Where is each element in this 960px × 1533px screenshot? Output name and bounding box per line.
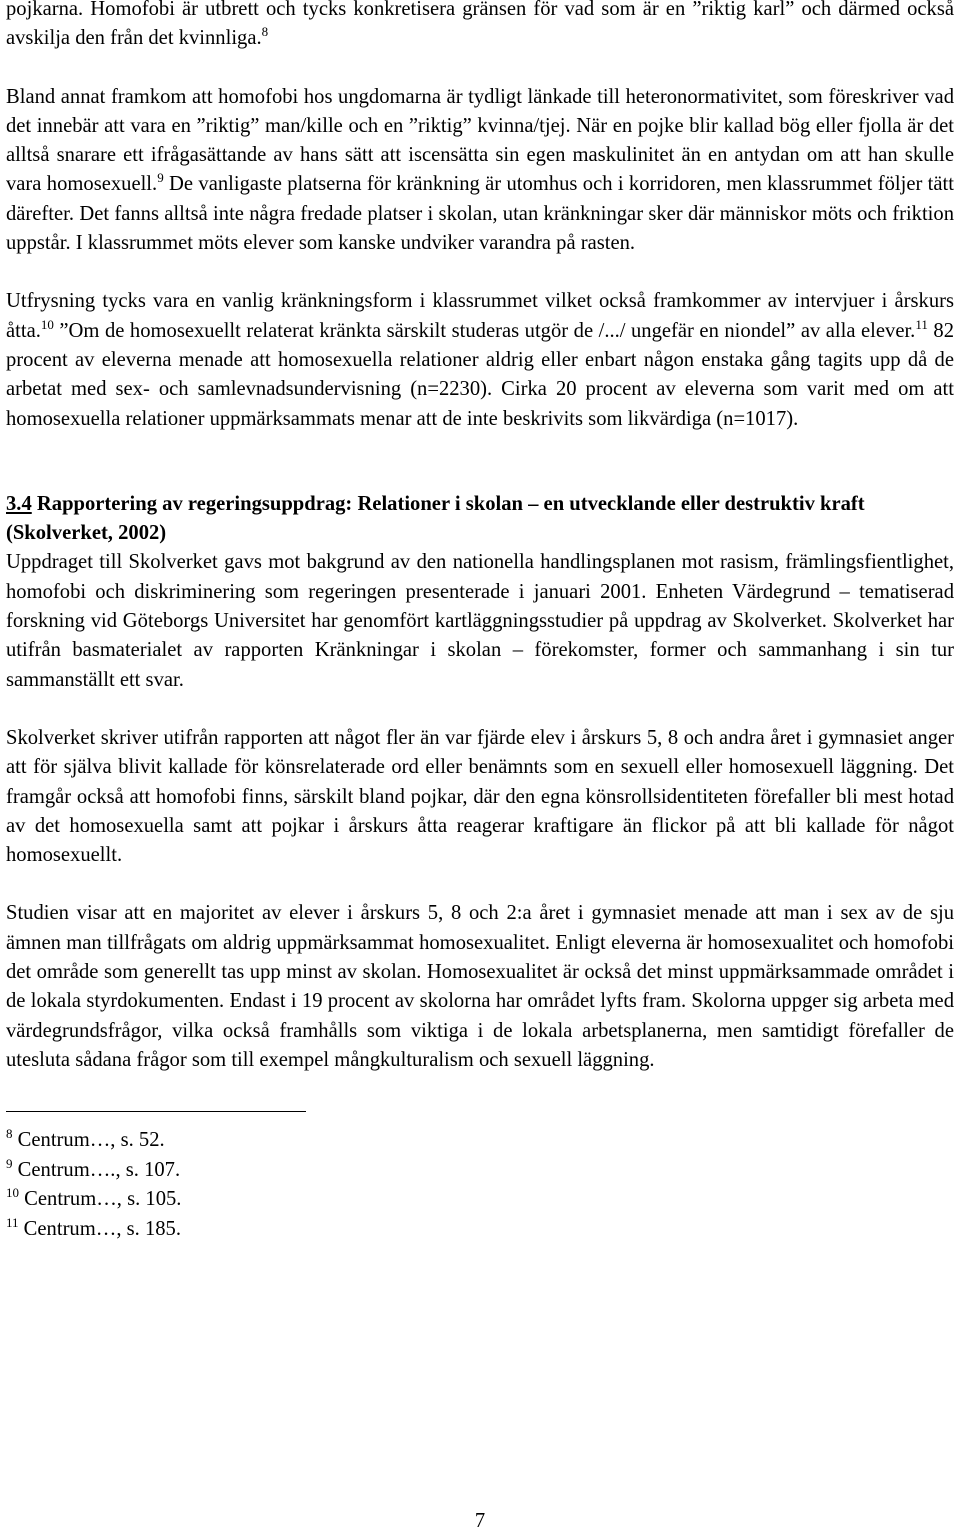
paragraph-heteronormativity	[6, 83, 954, 259]
paragraph-text: ”Om de homosexuellt relaterat kränkta särskilt studeras utgör de /.../ ungefär en niondel” av alla elever.	[53, 319, 916, 342]
document-page	[6, 0, 954, 1244]
paragraph-text: Skolverket skriver utifrån rapporten att något fler än var fjärde elev i årskurs 5, 8 och andra året i gymnasiet anger att för själva blivit kallade för könsrelaterade ord eller benämnts som en sexuell eller homosexuell läggning. Det framgår också att homofobi finns, särskilt bland pojkar, där den egna könsrollsidentiteten förefaller bli mest hotad av det homosexuella samt att pojkar i årskurs åtta reagerar kraftigare än flickor på att bli kallade för något homosexuellt.	[6, 726, 954, 867]
footnote-number: 10	[6, 1185, 19, 1201]
footnote-separator	[6, 1111, 306, 1112]
footnote-text: Centrum…, s. 105.	[19, 1188, 182, 1211]
paragraph-assignment	[6, 548, 954, 694]
footnote-9	[6, 1156, 954, 1186]
footnote-number: 9	[6, 1155, 13, 1171]
section-number: 3.4	[6, 492, 32, 515]
paragraph-text: Studien visar att en majoritet av elever i årskurs 5, 8 och 2:a året i gymnasiet menade att man i sex av de sju ämnen man tillfrågats om aldrig uppmärksammat homosexualitet. Enligt eleverna är homosexualitet och homofobi det område som generellt tas upp minst av skolan. Homosexualitet är också det minst uppmärksammade området i de lokala styrdokumenten. Endast i 19 procent av skolorna har området lyfts fram. Skolorna uppger sig arbeta med värdegrundsfrågor, vilka också framhålls som viktiga i de lokala arbetsplanerna, men samtidigt förefaller de utesluta sådana frågor som till exempel mångkulturalism och sexuell läggning.	[6, 902, 954, 1071]
paragraph-continuation	[6, 0, 954, 54]
paragraph-text: 82 procent av eleverna menade att homosexuella relationer aldrig eller enbart någon enstaka gång tagits upp då de arbetat med sex- och samlevnadsundervisning (n=2230). Cirka 20 procent av eleverna som varit med om att homosexuella relationer uppmärksammats menar att de inte beskrivits som likvärdiga (n=1017).	[6, 319, 954, 430]
paragraph-study-results	[6, 899, 954, 1075]
footnote-number: 11	[6, 1214, 19, 1230]
footnote-number: 8	[6, 1126, 13, 1142]
footnote-ref: 9	[157, 170, 164, 186]
paragraph-text: Uppdraget till Skolverket gavs mot bakgrund av den nationella handlingsplanen mot rasism, främlingsfientlighet, homofobi och diskriminering som regeringen presenterade i januari 2001. Enheten Värdegrund – tematiserad forskning vid Göteborgs Universitet har genomfört kartläggningsstudier på uppdrag av Skolverket. Skolverket har utifrån basmaterialet av rapporten Kränkningar i skolan – förekomster, former och sammanhang i sin tur sammanställt ett svar.	[6, 551, 954, 691]
paragraph-text: Utfrysning tycks vara en vanlig kränkningsform i klassrummet vilket också framkommer av intervjuer i årskurs åtta.	[6, 290, 954, 342]
footnote-8	[6, 1126, 954, 1156]
paragraph-skolverket-report	[6, 724, 954, 870]
footnote-11	[6, 1215, 954, 1245]
footnote-ref: 8	[261, 24, 269, 40]
section-title: Rapportering av regeringsuppdrag: Relationer i skolan – en utvecklande eller destruktiv kraft (Skolverket, 2002)	[6, 492, 865, 545]
footnote-text: Centrum…., s. 107.	[12, 1158, 181, 1181]
section-heading	[6, 490, 954, 549]
paragraph-text: pojkarna. Homofobi är utbrett och tycks konkretisera gränsen för vad som är en ”riktig karl” och därmed också avskilja den från det kvinnliga.	[6, 0, 954, 50]
footnote-text: Centrum…, s. 185.	[18, 1217, 181, 1240]
footnote-ref: 11	[915, 316, 928, 332]
paragraph-exclusion	[6, 287, 954, 433]
paragraph-text: De vanligaste platserna för kränkning är utomhus och i korridoren, men klassrummet följer tätt därefter. Det fanns alltså inte några fredade platser i skolan, utan kränkningar sker där människor möts och friktion uppstår. I klassrummet möts elever som kanske undviker varandra på rasten.	[6, 173, 954, 255]
footnotes	[6, 1126, 954, 1244]
page-number: 7	[474, 1510, 486, 1532]
footnote-ref: 10	[40, 316, 54, 332]
footnote-text: Centrum…, s. 52.	[12, 1129, 165, 1152]
footnote-10	[6, 1185, 954, 1215]
paragraph-text: Bland annat framkom att homofobi hos ungdomarna är tydligt länkade till heteronormativitet, som föreskriver vad det innebär att vara en ”riktig” man/kille och en ”riktig” kvinna/tjej. När en pojke blir kallad bög eller fjolla är det alltså snarare ett ifrågasättande av hans sätt att iscensätta sin egen maskulinitet än en antydan om att han skulle vara homosexuell.	[6, 85, 954, 196]
